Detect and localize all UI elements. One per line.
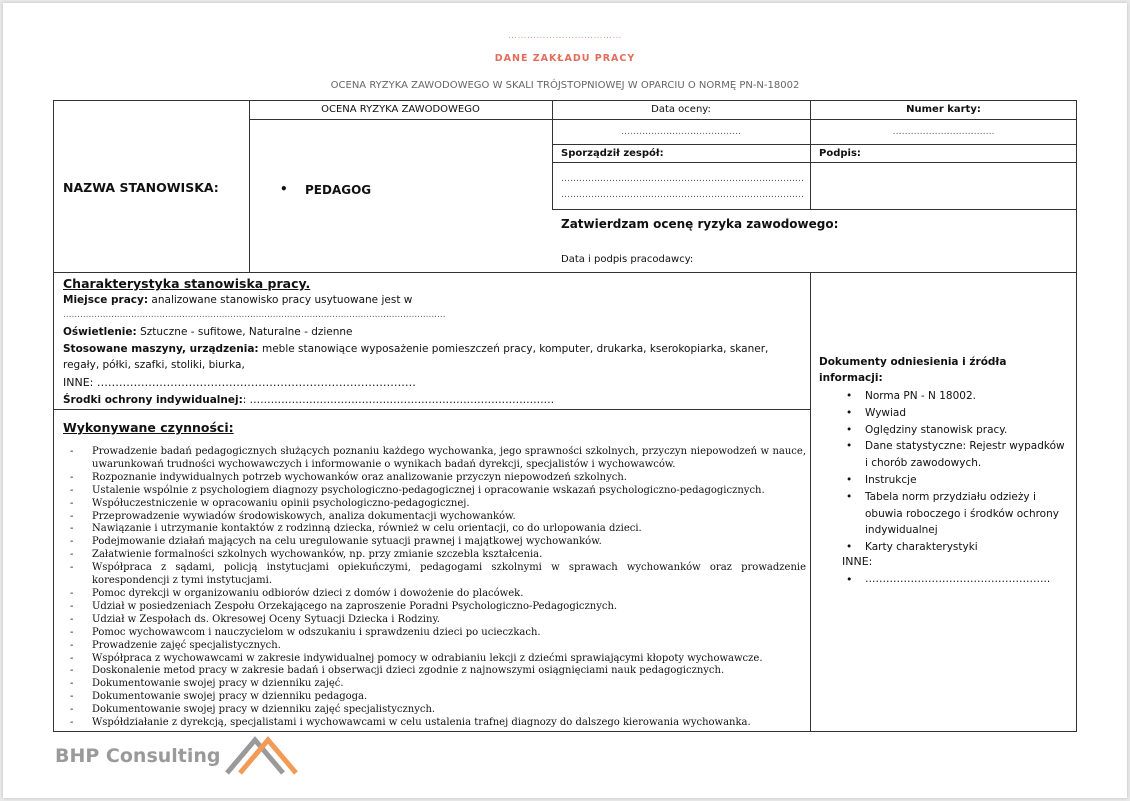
- table-divider: [552, 144, 1077, 145]
- list-item: - Współuczestniczenie w opracowaniu opinii psychologiczno-pedagogicznej.: [64, 498, 806, 511]
- card-number-field[interactable]: …………………………….: [892, 127, 995, 137]
- team-field[interactable]: ………………………………………………………………………: [561, 190, 804, 200]
- list-item: - Współpraca z sądami, policją instytucjami opiekuńczymi, pedagogami szkolnymi w sprawach wychowanków oraz prowadzenie korespondencji z tymi instytucjami.: [64, 562, 806, 588]
- list-item: - Ustalenie wspólnie z psychologiem diagnozy psychologiczno-pedagogicznej i opracowanie wskazań psychologiczno-pedagogicznych.: [64, 485, 806, 498]
- workplace-dots: ………………………………………………………………………………………………………………………: [63, 310, 446, 320]
- list-item: - Przeprowadzenie wywiadów środowiskowych, analiza dokumentacji wychowanków.: [64, 511, 806, 524]
- workplace-line: [63, 294, 412, 306]
- approval-label: Zatwierdzam ocenę ryzyka zawodowego:: [561, 217, 839, 231]
- workplace-label: Miejsce pracy:: [63, 294, 149, 306]
- list-item: - Pomoc dyrekcji w organizowaniu odbiorów dzieci z domów i dowożenie do placówek.: [64, 588, 806, 601]
- list-item: - Pomoc wychowawcom i nauczycielom w odszukaniu i sprawdzeniu dzieci po ucieczkach.: [64, 627, 806, 640]
- other-dots: ……………………………………………………………………………: [96, 376, 416, 389]
- team-label: Sporządził zespół:: [561, 148, 664, 159]
- list-item: • Karty charakterystyki: [840, 539, 1065, 556]
- list-item: - Dokumentowanie swojej pracy w dzienniku pedagoga.: [64, 691, 806, 704]
- table-divider: [552, 101, 553, 209]
- company-placeholder-dots: ………………………………: [508, 31, 622, 41]
- list-item: - Prowadzenie zajęć specjalistycznych.: [64, 640, 806, 653]
- list-item: - Dokumentowanie swojej pracy w dzienniku zajęć.: [64, 678, 806, 691]
- roof-mark-icon: [55, 736, 300, 778]
- documents-other-dots: ……………………………………………..: [865, 573, 1051, 585]
- card-number-label: Numer karty:: [906, 104, 981, 115]
- other-label: INNE:: [63, 376, 97, 389]
- list-item: - Podejmowanie działań mających na celu uregulowanie sytuacji prawnej i majątkowej wychowanków.: [64, 536, 806, 549]
- employer-signature-label: Data i podpis pracodawcy:: [561, 254, 694, 265]
- documents-title: Dokumenty odniesienia i źródła informacji:: [819, 356, 1007, 384]
- list-item: • Tabela norm przydziału odzieży i obuwia roboczego i środków ochrony indywidualnej: [840, 489, 1065, 539]
- date-field[interactable]: ………………………………….: [621, 127, 741, 137]
- lighting-value: Sztuczne - sufitowe, Naturalne - dzienne: [136, 326, 353, 338]
- machines-value: meble stanowiące wyposażenie pomieszczeń pracy, komputer, drukarka, kserokopiarka, skaner,: [258, 343, 769, 355]
- position-label: NAZWA STANOWISKA:: [63, 180, 219, 195]
- list-item: - Współdziałanie z dyrekcją, specjalistami i wychowawcami w celu ustalenia trafnej diagnozy do dalszego kierowania wychowanka.: [64, 717, 806, 730]
- list-item: • Dane statystyczne: Rejestr wypadków i chorób zawodowych.: [840, 438, 1065, 472]
- list-item: - Prowadzenie badań pedagogicznych służących poznaniu każdego wychowanka, jego sprawności szkolnych, przyczyn niepowodzeń w nauce, uwarunkowań trudności wychowawczych i informowanie o wynikach badań dyrekcji, specjalistów i wychowawców.: [64, 446, 806, 472]
- list-item: - Załatwienie formalności szkolnych wychowanków, np. przy zmianie szczebla kształcenia.: [64, 549, 806, 562]
- position-value: PEDAGOG: [305, 183, 372, 197]
- risk-card-table: [53, 100, 1077, 732]
- protection-dots: : ……………………………………………………………………………: [242, 394, 555, 406]
- bhp-consulting-logo: [55, 736, 300, 778]
- lighting-label: Oświetlenie:: [63, 326, 137, 338]
- table-divider: [54, 272, 1077, 273]
- position-bullet: •: [280, 182, 288, 196]
- workplace-value: analizowane stanowisko pracy usytuowane jest w: [148, 294, 413, 306]
- machines-label: Stosowane maszyny, urządzenia:: [63, 343, 259, 355]
- machines-line-2: regały, półki, szafki, stoliki, biurka,: [63, 359, 245, 371]
- list-item: • Norma PN - N 18002.: [840, 388, 1065, 405]
- list-item: • Instrukcje: [840, 472, 1065, 489]
- table-divider: [54, 409, 810, 410]
- document-subtitle: OCENA RYZYKA ZAWODOWEGO W SKALI TRÓJSTOPNIOWEJ W OPARCIU O NORMĘ PN-N-18002: [330, 80, 800, 91]
- list-item: - Współpraca z wychowawcami w zakresie indywidualnej pomocy w odrabianiu lekcji z dziećmi sprawiającymi kłopoty wychowawcze.: [64, 653, 806, 666]
- signature-label: Podpis:: [819, 148, 861, 159]
- list-item: • Wywiad: [840, 405, 1065, 422]
- documents-other-bullet: •: [846, 573, 853, 586]
- documents-list: [840, 388, 1065, 556]
- protection-line: [63, 394, 554, 406]
- table-divider: [810, 272, 811, 732]
- list-item: - Udział w posiedzeniach Zespołu Orzekającego na zaproszenie Poradni Psychologiczno-Pedagogicznych.: [64, 601, 806, 614]
- logo-text: BHP Consulting: [55, 745, 221, 767]
- characteristics-title: Charakterystyka stanowiska pracy.: [63, 276, 311, 291]
- other-line: [63, 376, 416, 389]
- table-divider: [249, 101, 250, 272]
- company-data-heading: DANE ZAKŁADU PRACY: [494, 53, 636, 64]
- protection-label: Środki ochrony indywidualnej:: [63, 394, 243, 406]
- machines-line: [63, 343, 768, 355]
- table-divider: [249, 119, 1077, 120]
- list-item: • Oględziny stanowisk pracy.: [840, 422, 1065, 439]
- team-field[interactable]: ………………………………………………………………………: [561, 174, 804, 184]
- date-label: Data oceny:: [651, 104, 711, 115]
- document-page: [3, 3, 1127, 798]
- list-item: - Dokumentowanie swojej pracy w dzienniku zajęć specjalistycznych.: [64, 704, 806, 717]
- table-divider: [552, 209, 1077, 210]
- tasks-title: Wykonywane czynności:: [63, 420, 234, 435]
- table-divider: [552, 162, 1077, 163]
- list-item: - Rozpoznanie indywidualnych potrzeb wychowanków oraz analizowanie przyczyn niepowodzeń szkolnych.: [64, 472, 806, 485]
- lighting-line: [63, 326, 353, 338]
- list-item: - Doskonalenie metod pracy w zakresie badań i obserwacji dzieci zgodnie z najnowszymi osiągnięciami nauk pedagogicznych.: [64, 665, 806, 678]
- risk-assessment-header: OCENA RYZYKA ZAWODOWEGO: [321, 104, 480, 115]
- documents-other-label: INNE:: [842, 555, 873, 568]
- tasks-list: [64, 446, 806, 730]
- list-item: - Nawiązanie i utrzymanie kontaktów z rodzinną dziecka, również w celu orientacji, co do urlopowania dzieci.: [64, 523, 806, 536]
- table-divider: [810, 101, 811, 209]
- list-item: - Udział w Zespołach ds. Okresowej Oceny Sytuacji Dziecka i Rodziny.: [64, 614, 806, 627]
